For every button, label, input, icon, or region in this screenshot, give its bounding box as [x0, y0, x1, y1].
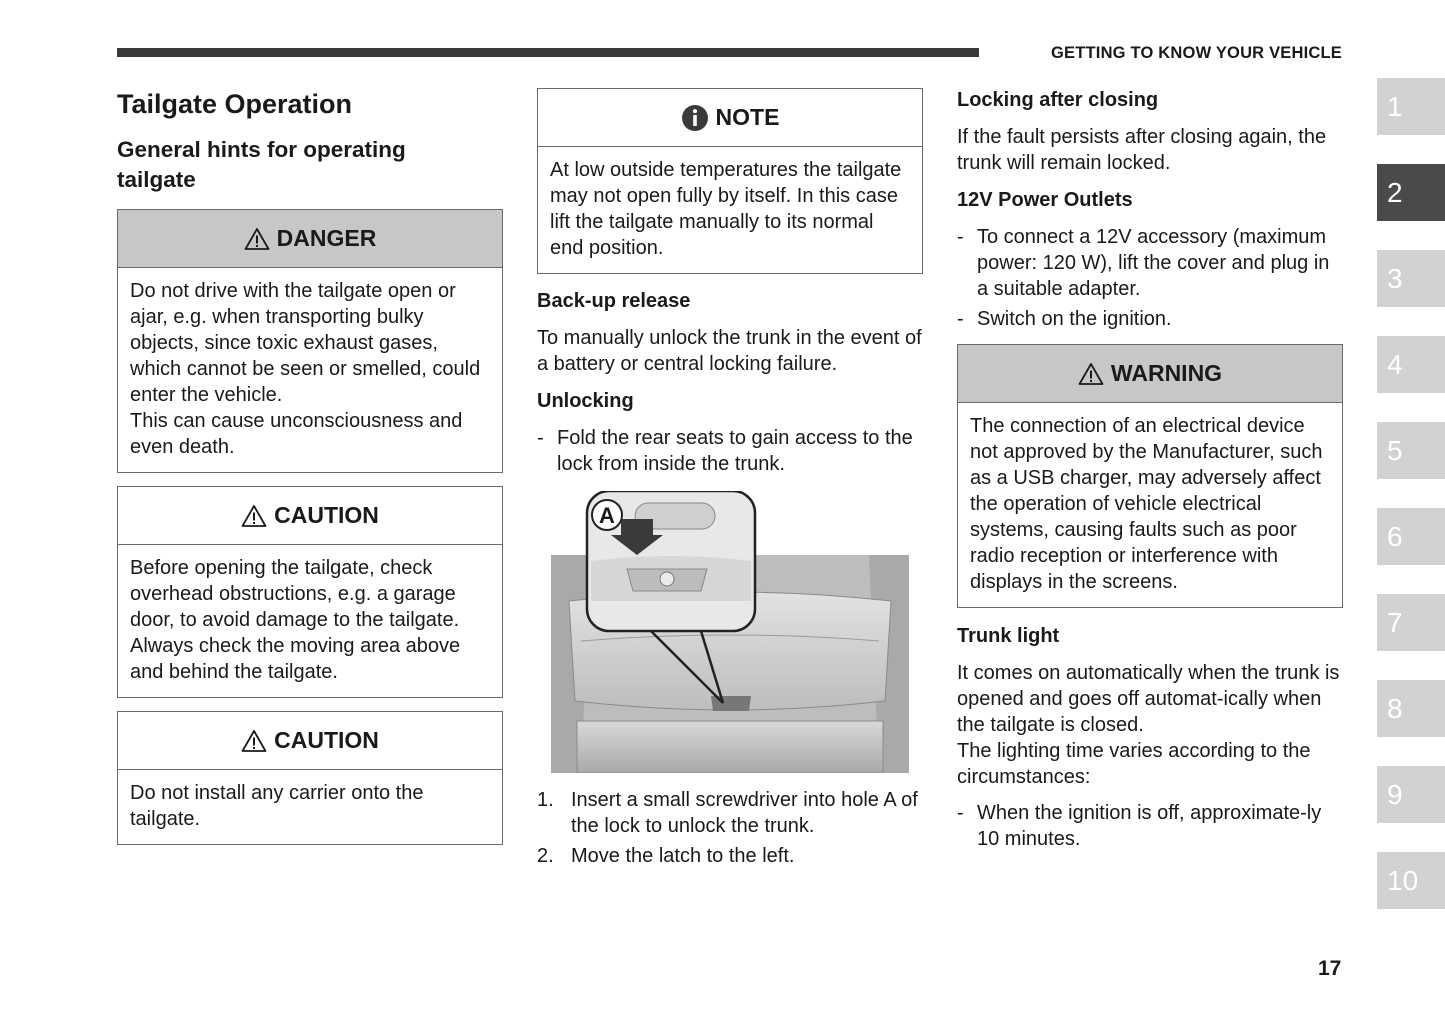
list-text: Fold the rear seats to gain access to the lock from inside the trunk. — [557, 427, 913, 475]
caution-header — [118, 487, 502, 545]
warning-header — [958, 345, 1342, 403]
warning-text: The connection of an electrical device not approved by the Manufacturer, such as a USB charger, may adversely affect the operation of vehicle electrical systems, causing faults such as poor radio reception or interference with displays in the screens. — [970, 415, 1323, 593]
step-text: Insert a small screwdriver into hole A of the lock to unlock the trunk. — [571, 789, 918, 837]
list-item — [957, 306, 1343, 332]
caution-box — [117, 486, 503, 698]
list-item — [537, 425, 923, 477]
trunk-line: The lighting time varies according to the circumstances: — [957, 740, 1311, 788]
section-title: GETTING TO KNOW YOUR VEHICLE — [1050, 44, 1342, 62]
unlocking-heading: Unlocking — [537, 390, 634, 412]
caution-label: CAUTION — [274, 727, 379, 753]
chapter-tab-9[interactable]: 9 — [1377, 766, 1445, 823]
header-rule — [117, 48, 979, 57]
column-middle — [537, 88, 923, 873]
warning-triangle-icon — [244, 227, 270, 251]
list-item — [957, 800, 1343, 852]
danger-line: This can cause unconsciousness and even death. — [130, 410, 463, 458]
steps-list — [537, 787, 923, 869]
chapter-tab-4[interactable]: 4 — [1377, 336, 1445, 393]
chapter-tab-6[interactable]: 6 — [1377, 508, 1445, 565]
trunk-light-text — [957, 660, 1343, 790]
trunk-light-heading: Trunk light — [957, 625, 1060, 647]
list-marker: - — [537, 427, 544, 449]
step-marker: 2. — [537, 845, 554, 867]
danger-line: Do not drive with the tailgate open or ajar, e.g. when transporting bulky objects, since toxic exhaust gases, which cannot be seen or smelled, could enter the vehicle. — [130, 280, 481, 406]
column-left — [117, 86, 503, 858]
danger-header — [118, 210, 502, 268]
page-title: Tailgate Operation — [117, 89, 353, 119]
column-right — [957, 86, 1343, 858]
locking-text: If the fault persists after closing again, the trunk will remain locked. — [957, 126, 1327, 174]
list-item — [957, 224, 1343, 302]
list-text: To connect a 12V accessory (maximum power: 120 W), lift the cover and plug in a suitable adapter. — [977, 226, 1330, 300]
step-marker: 1. — [537, 789, 554, 811]
step-text: Move the latch to the left. — [571, 845, 795, 867]
danger-label: DANGER — [276, 225, 377, 251]
chapter-tab-8[interactable]: 8 — [1377, 680, 1445, 737]
chapter-tab-2[interactable]: 2 — [1377, 164, 1445, 221]
chapter-tab-10[interactable]: 10 — [1377, 852, 1445, 909]
list-marker: - — [957, 802, 964, 824]
caution-text: Before opening the tailgate, check overhead obstructions, e.g. a garage door, to avoid damage to the tailgate. Always check the moving area above and behind the tailgate. — [130, 557, 461, 683]
chapter-tab-3[interactable]: 3 — [1377, 250, 1445, 307]
danger-box — [117, 209, 503, 473]
chapter-tab-5[interactable]: 5 — [1377, 422, 1445, 479]
backup-heading: Back-up release — [537, 290, 691, 312]
list-marker: - — [957, 226, 964, 248]
note-text: At low outside temperatures the tailgate may not open fully by itself. In this case lift the tailgate manually to its normal end position. — [550, 159, 902, 259]
power-heading: 12V Power Outlets — [957, 189, 1133, 211]
info-icon — [681, 104, 709, 132]
step-item — [537, 843, 923, 869]
power-list — [957, 224, 1343, 332]
trunk-lock-illustration — [551, 491, 909, 773]
figure-label-a: A — [599, 503, 615, 528]
trunk-list — [957, 800, 1343, 852]
unlocking-list — [537, 425, 923, 477]
caution-box — [117, 711, 503, 845]
chapter-tab-1[interactable]: 1 — [1377, 78, 1445, 135]
step-item — [537, 787, 923, 839]
locking-heading: Locking after closing — [957, 89, 1159, 111]
warning-triangle-icon — [1078, 362, 1104, 386]
note-box — [537, 88, 923, 274]
warning-triangle-icon — [241, 504, 267, 528]
note-label: NOTE — [715, 104, 780, 130]
subtitle: General hints for operating tailgate — [117, 137, 406, 192]
backup-text: To manually unlock the trunk in the event of a battery or central locking failure. — [537, 327, 922, 375]
note-header — [538, 89, 922, 147]
caution-header — [118, 712, 502, 770]
caution-label: CAUTION — [274, 502, 379, 528]
page-number: 17 — [1318, 957, 1342, 980]
chapter-tab-7[interactable]: 7 — [1377, 594, 1445, 651]
trunk-illustration-svg — [551, 491, 909, 773]
warning-label: WARNING — [1110, 360, 1223, 386]
warning-triangle-icon — [241, 729, 267, 753]
list-text: When the ignition is off, approximate-ly 10 minutes. — [977, 802, 1322, 850]
list-text: Switch on the ignition. — [977, 308, 1172, 330]
warning-box — [957, 344, 1343, 608]
danger-text — [118, 268, 502, 472]
list-marker: - — [957, 308, 964, 330]
trunk-line: It comes on automatically when the trunk is opened and goes off automat-ically when the tailgate is closed. — [957, 662, 1340, 736]
caution-text: Do not install any carrier onto the tailgate. — [130, 782, 424, 830]
